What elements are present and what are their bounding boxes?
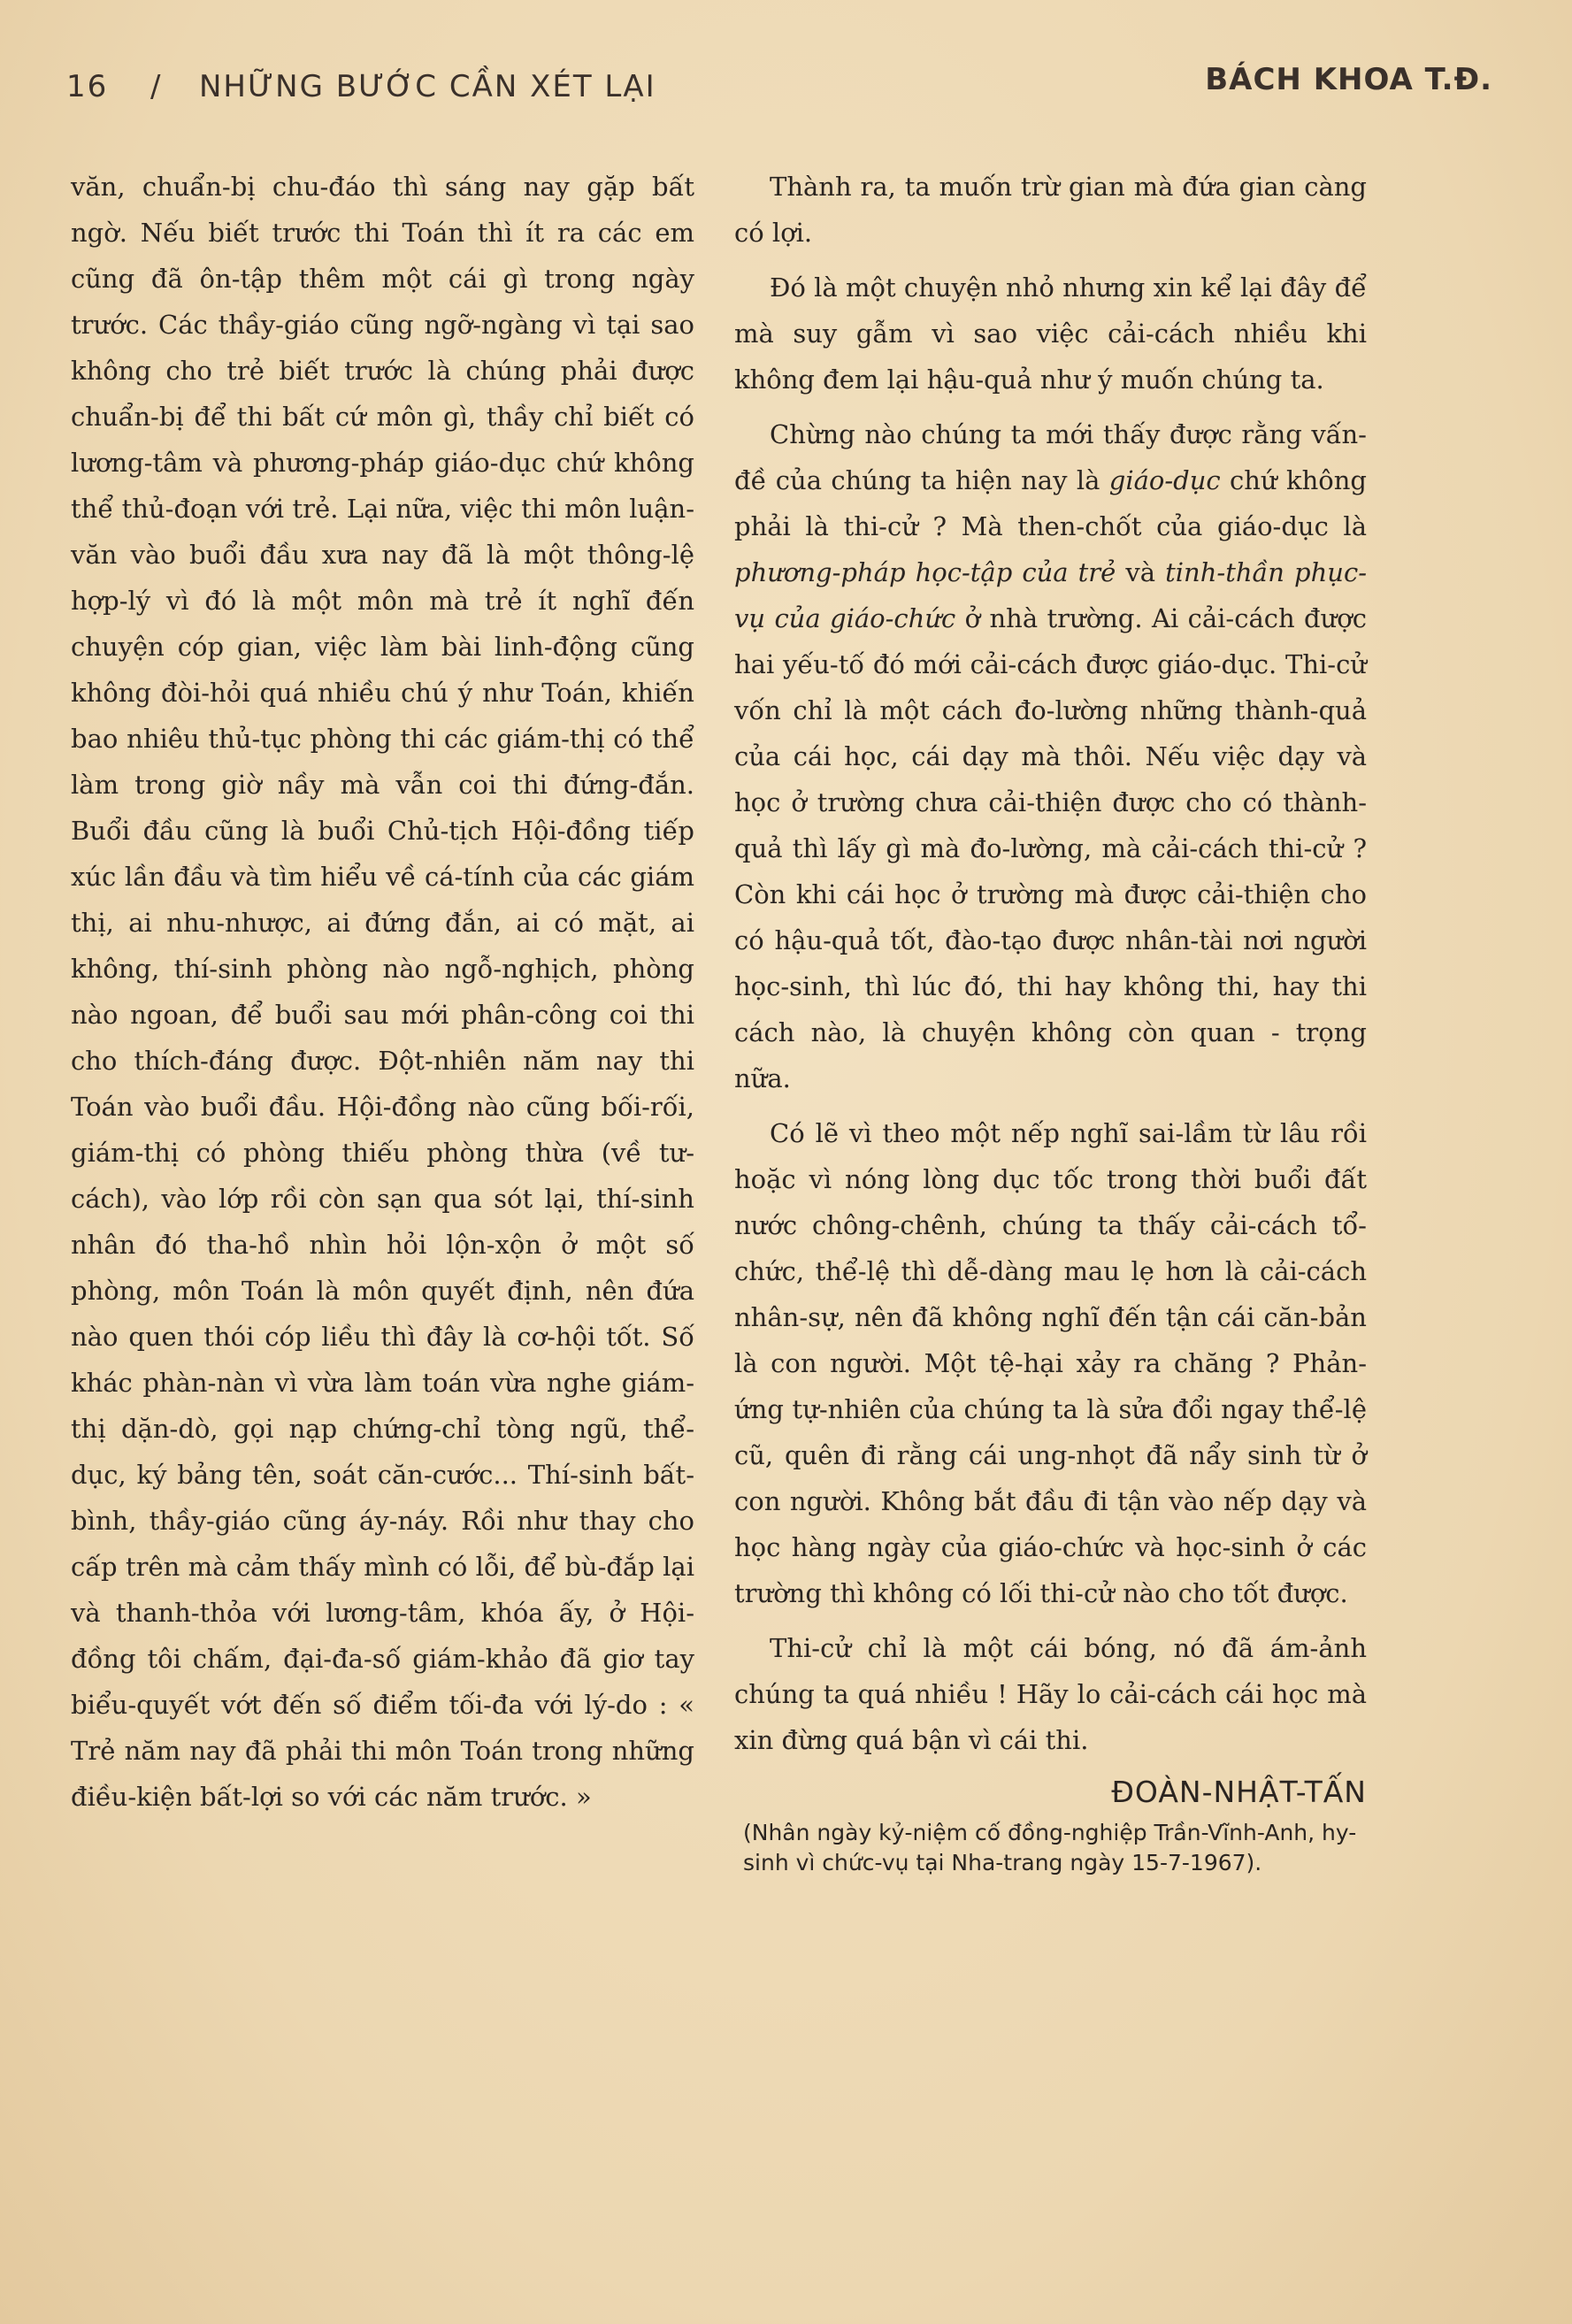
paragraph (734, 411, 1367, 1101)
author-signature: ĐOÀN-NHẬT-TẤN (1111, 1775, 1367, 1809)
page-header (66, 62, 1492, 115)
dedication-note: (Nhân ngày kỷ-niệm cố đồng-nghiệp Trần-Vĩnh-Anh, hy-sinh vì chức-vụ tại Nha-trang ngày 15-7-1967). (743, 1820, 1357, 1875)
header-separator: / (150, 69, 163, 104)
paragraph: Đó là một chuyện nhỏ nhưng xin kể lại đây để mà suy gẫm vì sao việc cải-cách nhiều khi không đem lại hậu-quả như ý muốn chúng ta. (734, 272, 1367, 395)
page-number: 16 (66, 69, 109, 104)
emphasis-text: phương-pháp học-tập của trẻ (734, 557, 1116, 587)
text-run: và (1116, 557, 1166, 587)
emphasis-text: tinh-thần phục-vụ của giáo-chức (734, 557, 1367, 633)
text-run: Chừng nào chúng ta mới thấy được rằng vấn-đề của chúng ta hiện nay là (734, 419, 1367, 495)
paragraph: văn, chuẩn-bị chu-đáo thì sáng nay gặp bất ngờ. Nếu biết trước thi Toán thì ít ra các em cũng đã ôn-tập thêm một cái gì trong ngày trước. Các thầy-giáo cũng ngỡ-ngàng vì tại sao không cho trẻ biết trước là chúng phải được chuẩn-bị để thi bất cứ môn gì, thầy chỉ biết có lương-tâm và phương-pháp giáo-dục chứ không thể thủ-đoạn với trẻ. Lại nữa, việc thi môn luận-văn vào buổi đầu xưa nay đã là một thông-lệ hợp-lý vì đó là một môn mà trẻ ít nghĩ đến chuyện cóp gian, việc làm bài linh-động cũng không đòi-hỏi quá nhiều chú ý như Toán, khiến bao nhiêu thủ-tục phòng thi các giám-thị có thể làm trong giờ nầy mà vẫn coi thi đứng-đắn. Buổi đầu cũng là buổi Chủ-tịch Hội-đồng tiếp xúc lần đầu và tìm hiểu về cá-tính của các giám thị, ai nhu-nhược, ai đứng đắn, ai có mặt, ai không, thí-sinh phòng nào ngỗ-nghịch, phòng nào ngoan, để buổi sau mới phân-công coi thi cho thích-đáng được. Đột-nhiên năm nay thi Toán vào buổi đầu. Hội-đồng nào cũng bối-rối, giám-thị có phòng thiếu phòng thừa (về tư-cách), vào lớp rồi còn sạn qua sót lại, thí-sinh nhân đó tha-hồ nhìn hỏi lộn-xộn ở một số phòng, môn Toán là môn quyết định, nên đứa nào quen thói cóp liều thì đây là cơ-hội tốt. Số khác phàn-nàn vì vừa làm toán vừa nghe giám-thị dặn-dò, gọi nạp chứng-chỉ tòng ngũ, thể-dục, ký bảng tên, soát căn-cước... Thí-sinh bất-bình, thầy-giáo cũng áy-náy. Rồi như thay cho cấp trên mà cảm thấy mình có lỗi, để bù-đắp lại và thanh-thỏa với lương-tâm, khóa ấy, ở Hội-đồng tôi chấm, đại-đa-số giám-khảo đã giơ tay biểu-quyết vớt đến số điểm tối-đa với lý-do : « Trẻ năm nay đã phải thi môn Toán trong những điều-kiện bất-lợi so với các năm trước. » (71, 172, 694, 1812)
right-column (734, 164, 1367, 1878)
paragraph: Thi-cử chỉ là một cái bóng, nó đã ám-ảnh chúng ta quá nhiều ! Hãy lo cải-cách cái học mà xin đừng quá bận vì cái thi. (734, 1633, 1367, 1755)
text-run: ở nhà trường. Ai cải-cách được hai yếu-tố đó mới cải-cách được giáo-dục. Thi-cử vốn chỉ là một cách đo-lường những thành-quả của cái học, cái dạy mà thôi. Nếu việc dạy và học ở trường chưa cải-thiện được cho có thành-quả thì lấy gì mà đo-lường, mà cải-cách thi-cử ? Còn khi cái học ở trường mà được cải-thiện cho có hậu-quả tốt, đào-tạo được nhân-tài nơi người học-sinh, thì lúc đó, thi hay không thi, hay thi cách nào, là chuyện không còn quan - trọng nữa. (734, 603, 1367, 1093)
paragraph: Thành ra, ta muốn trừ gian mà đứa gian càng có lợi. (734, 172, 1367, 248)
journal-title: BÁCH KHOA T.Đ. (1205, 62, 1492, 97)
text-run: chứ không phải là thi-cử ? Mà then-chốt của giáo-dục là (734, 465, 1367, 541)
running-title: NHỮNG BƯỚC CẦN XÉT LẠI (199, 69, 656, 104)
emphasis-text: giáo-dục (1108, 465, 1221, 495)
left-column (71, 164, 694, 1829)
paragraph: Có lẽ vì theo một nếp nghĩ sai-lầm từ lâu rồi hoặc vì nóng lòng dục tốc trong thời buổi đất nước chông-chênh, chúng ta thấy cải-cách tổ-chức, thể-lệ thì dễ-dàng mau lẹ hơn là cải-cách nhân-sự, nên đã không nghĩ đến tận cái căn-bản là con người. Một tệ-hại xảy ra chăng ? Phản-ứng tự-nhiên của chúng ta là sửa đổi ngay thể-lệ cũ, quên đi rằng cái ung-nhọt đã nẩy sinh từ ở con người. Không bắt đầu đi tận vào nếp dạy và học hàng ngày của giáo-chức và học-sinh ở các trường thì không có lối thi-cử nào cho tốt được. (734, 1118, 1367, 1608)
